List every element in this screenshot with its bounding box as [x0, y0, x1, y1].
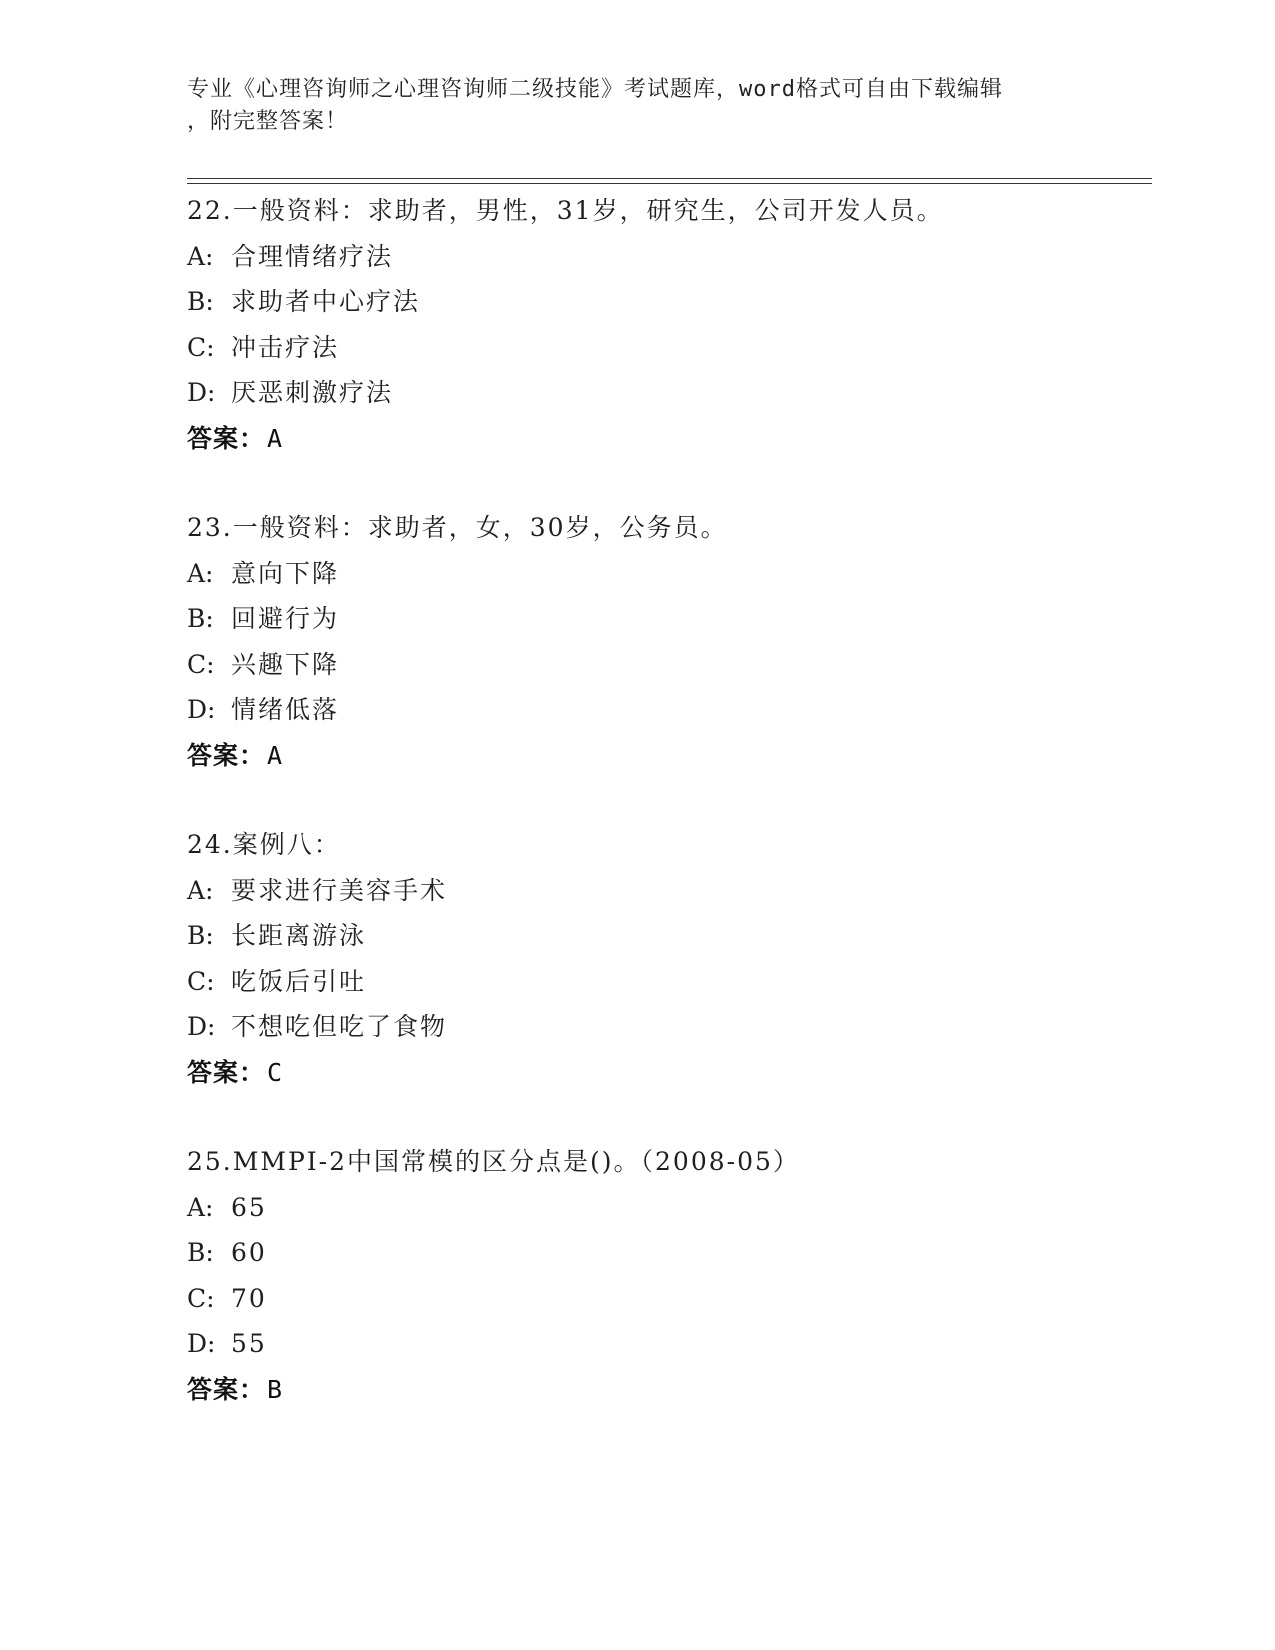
option-key: D: [187, 695, 216, 724]
option-key: C: [187, 966, 215, 996]
answer-value: A [267, 740, 284, 770]
question-22 [187, 188, 1147, 461]
option-text: 情绪低落 [231, 695, 340, 724]
option-key: B: [187, 287, 214, 316]
answer-line [187, 416, 1147, 462]
question-25 [187, 1139, 1147, 1412]
answer-value: B [267, 1374, 284, 1404]
header-divider-bottom [187, 183, 1152, 184]
answer-line [187, 1050, 1147, 1096]
option-text: 合理情绪疗法 [231, 241, 394, 271]
option-d [187, 1321, 1147, 1367]
question-stem: 22.一般资料：求助者，男性，31岁，研究生，公司开发人员。 [187, 196, 944, 225]
answer-label: 答案： [187, 740, 266, 770]
option-key: C: [187, 332, 215, 362]
option-a [187, 234, 1147, 280]
option-b [187, 1230, 1147, 1276]
option-key: B: [187, 1238, 214, 1267]
option-key: D: [187, 1329, 216, 1358]
answer-value: A [267, 423, 284, 453]
option-text: 求助者中心疗法 [231, 287, 421, 316]
question-stem: 25.MMPI-2中国常模的区分点是()。（2008-05） [187, 1147, 800, 1176]
option-text: 意向下降 [231, 558, 340, 588]
option-key: A: [187, 241, 214, 271]
option-text: 回避行为 [231, 604, 340, 633]
option-d [187, 1004, 1147, 1050]
option-key: D: [187, 378, 216, 407]
option-key: B: [187, 921, 214, 950]
option-text: 长距离游泳 [231, 921, 367, 950]
option-b [187, 913, 1147, 959]
answer-label: 答案： [187, 1374, 266, 1404]
document-header [187, 74, 1067, 138]
option-text: 冲击疗法 [231, 332, 340, 362]
question-24 [187, 822, 1147, 1095]
option-b [187, 279, 1147, 325]
option-d [187, 687, 1147, 733]
question-list [187, 188, 1147, 1456]
option-text: 55 [231, 1329, 267, 1358]
option-c [187, 642, 1147, 688]
option-text: 60 [231, 1238, 267, 1267]
option-text: 吃饭后引吐 [231, 966, 367, 996]
answer-value: C [267, 1057, 284, 1087]
answer-line [187, 1367, 1147, 1413]
question-stem: 23.一般资料：求助者，女，30岁，公务员。 [187, 513, 728, 542]
question-stem: 24.案例八： [187, 830, 341, 859]
option-key: A: [187, 558, 214, 588]
option-text: 要求进行美容手术 [231, 875, 448, 905]
option-c [187, 1276, 1147, 1322]
option-key: C: [187, 1283, 215, 1313]
option-a [187, 1185, 1147, 1231]
option-text: 厌恶刺激疗法 [231, 378, 394, 407]
option-a [187, 868, 1147, 914]
answer-label: 答案： [187, 423, 266, 453]
question-23 [187, 505, 1147, 778]
option-d [187, 370, 1147, 416]
option-c [187, 325, 1147, 371]
option-key: B: [187, 604, 214, 633]
option-c [187, 959, 1147, 1005]
header-line-1: 专业《心理咨询师之心理咨询师二级技能》考试题库，word格式可自由下载编辑 [187, 77, 1003, 102]
option-b [187, 596, 1147, 642]
answer-line [187, 733, 1147, 779]
option-key: A: [187, 875, 214, 905]
header-divider-top [187, 178, 1152, 179]
option-key: C: [187, 649, 215, 679]
option-key: A: [187, 1192, 214, 1222]
option-text: 70 [231, 1283, 267, 1313]
option-text: 兴趣下降 [231, 649, 340, 679]
option-key: D: [187, 1012, 216, 1041]
header-line-2: ，附完整答案！ [187, 109, 349, 134]
option-text: 不想吃但吃了食物 [231, 1012, 448, 1041]
answer-label: 答案： [187, 1057, 266, 1087]
option-a [187, 551, 1147, 597]
option-text: 65 [231, 1192, 267, 1222]
